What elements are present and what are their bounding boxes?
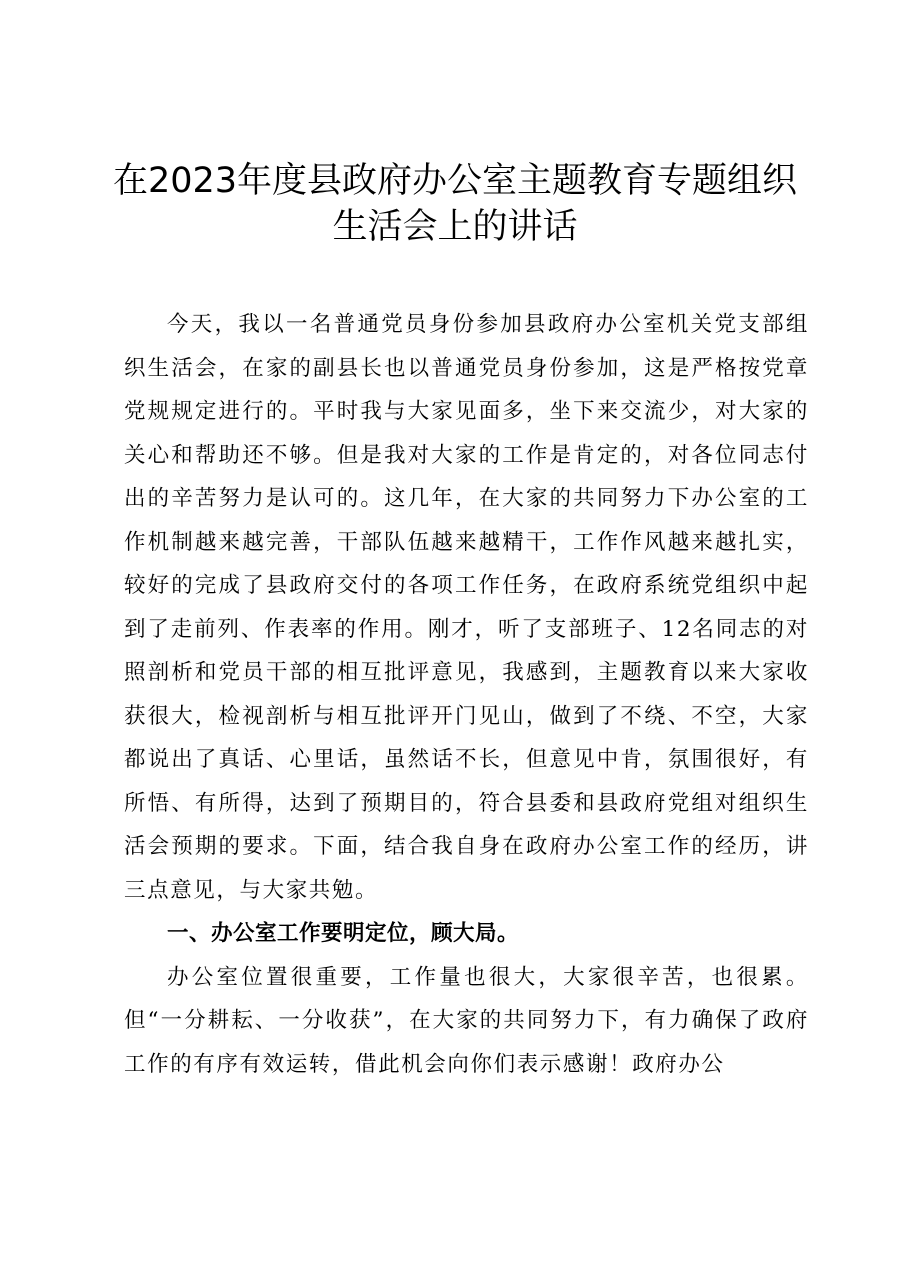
section-1-paragraph: 办公室位置很重要，工作量也很大，大家很辛苦，也很累。但“一分耕耘、一分收获”，在大家的共同努力下，有力确保了政府工作的有序有效运转，借此机会向你们表示感谢！政府办公 [124, 964, 809, 1077]
opening-paragraph: 今天，我以一名普通党员身份参加县政府办公室机关党支部组织生活会，在家的副县长也以普通党员身份参加，这是严格按党章党规规定进行的。平时我与大家见面多，坐下来交流少，对大家的关心和帮助还不够。但是我对大家的工作是肯定的，对各位同志付出的辛苦努力是认可的。这几年，在大家的共同努力下办公室的工作机制越来越完善，干部队伍越来越精干，工作作风越来越扎实，较好的完成了县政府交付的各项工作任务，在政府系统党组织中起到了走前列、作表率的作用。刚才，听了支部班子、12名同志的对照剖析和党员干部的相互批评意见，我感到，主题教育以来大家收获很大，检视剖析与相互批评开门见山，做到了不绕、不空，大家都说出了真话、心里话，虽然话不长，但意见中肯，氛围很好，有所悟、有所得，达到了预期目的，符合县委和县政府党组对组织生活会预期的要求。下面，结合我自身在政府办公室工作的经历，讲三点意见，与大家共勉。 [124, 312, 809, 903]
document-body [124, 303, 809, 1086]
section-heading-1: 一、办公室工作要明定位，顾大局。 [167, 921, 520, 946]
document-title: 在2023年度县政府办公室主题教育专题组织生活会上的讲话 [112, 161, 798, 247]
